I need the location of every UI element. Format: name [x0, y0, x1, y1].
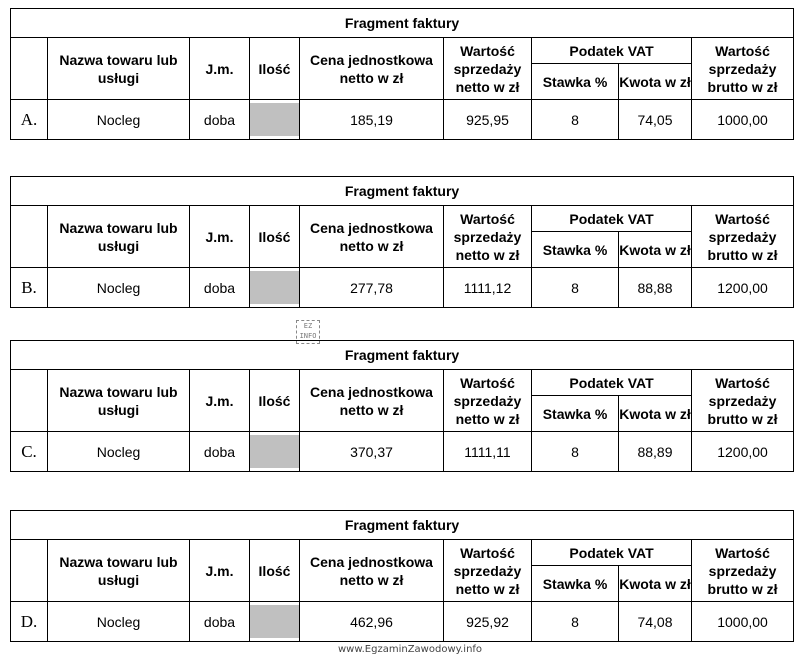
header-letter	[11, 38, 48, 100]
header-vat-group: Podatek VAT	[532, 370, 692, 396]
option-letter: C.	[11, 432, 48, 472]
header-unit: J.m.	[190, 206, 250, 268]
cell-qty	[250, 100, 300, 140]
cell-vat-rate: 8	[532, 268, 619, 308]
header-name: Nazwa towaru lub usługi	[48, 38, 190, 100]
cell-unit-price: 185,19	[300, 100, 444, 140]
cell-vat-amount: 88,88	[619, 268, 692, 308]
option-letter: A.	[11, 100, 48, 140]
header-gross-value: Wartość sprzedaży brutto w zł	[692, 38, 794, 100]
header-vat-group: Podatek VAT	[532, 540, 692, 566]
cell-name: Nocleg	[48, 100, 190, 140]
cell-vat-amount: 74,05	[619, 100, 692, 140]
table-title: Fragment faktury	[11, 341, 794, 370]
qty-placeholder	[250, 271, 299, 304]
cell-net-value: 925,95	[444, 100, 532, 140]
header-vat-rate: Stawka %	[532, 566, 619, 602]
header-qty: Ilość	[250, 370, 300, 432]
header-unit: J.m.	[190, 38, 250, 100]
header-vat-group: Podatek VAT	[532, 206, 692, 232]
option-letter: B.	[11, 268, 48, 308]
cell-unit: doba	[190, 602, 250, 642]
header-vat-amount: Kwota w zł	[619, 232, 692, 268]
header-vat-rate: Stawka %	[532, 64, 619, 100]
cell-qty	[250, 268, 300, 308]
header-unit: J.m.	[190, 370, 250, 432]
header-unit-price: Cena jednostkowa netto w zł	[300, 38, 444, 100]
table-row	[11, 602, 794, 642]
header-name: Nazwa towaru lub usługi	[48, 540, 190, 602]
cell-unit: doba	[190, 432, 250, 472]
invoice-table	[10, 510, 794, 642]
qty-placeholder	[250, 605, 299, 638]
cell-unit-price: 462,96	[300, 602, 444, 642]
table-title: Fragment faktury	[11, 511, 794, 540]
header-net-value: Wartość sprzedaży netto w zł	[444, 370, 532, 432]
header-qty: Ilość	[250, 206, 300, 268]
watermark-logo: EZ INFO	[296, 320, 320, 344]
header-vat-rate: Stawka %	[532, 396, 619, 432]
cell-gross-value: 1000,00	[692, 100, 794, 140]
header-gross-value: Wartość sprzedaży brutto w zł	[692, 370, 794, 432]
header-net-value: Wartość sprzedaży netto w zł	[444, 206, 532, 268]
footer-url: www.EgzaminZawodowy.info	[338, 644, 483, 655]
header-unit-price: Cena jednostkowa netto w zł	[300, 206, 444, 268]
option-d-block	[10, 510, 793, 642]
header-vat-amount: Kwota w zł	[619, 64, 692, 100]
cell-qty	[250, 432, 300, 472]
header-unit-price: Cena jednostkowa netto w zł	[300, 370, 444, 432]
cell-name: Nocleg	[48, 432, 190, 472]
cell-net-value: 925,92	[444, 602, 532, 642]
invoice-table	[10, 340, 794, 472]
cell-vat-rate: 8	[532, 602, 619, 642]
header-vat-group: Podatek VAT	[532, 38, 692, 64]
cell-name: Nocleg	[48, 268, 190, 308]
header-letter	[11, 540, 48, 602]
header-qty: Ilość	[250, 540, 300, 602]
cell-gross-value: 1000,00	[692, 602, 794, 642]
cell-unit-price: 277,78	[300, 268, 444, 308]
cell-net-value: 1111,12	[444, 268, 532, 308]
cell-unit-price: 370,37	[300, 432, 444, 472]
cell-vat-rate: 8	[532, 432, 619, 472]
option-a-block	[10, 8, 793, 140]
header-name: Nazwa towaru lub usługi	[48, 206, 190, 268]
cell-name: Nocleg	[48, 602, 190, 642]
cell-qty	[250, 602, 300, 642]
invoice-table	[10, 176, 794, 308]
table-title: Fragment faktury	[11, 9, 794, 38]
header-letter	[11, 370, 48, 432]
cell-gross-value: 1200,00	[692, 268, 794, 308]
cell-gross-value: 1200,00	[692, 432, 794, 472]
header-name: Nazwa towaru lub usługi	[48, 370, 190, 432]
table-title: Fragment faktury	[11, 177, 794, 206]
cell-unit: doba	[190, 268, 250, 308]
cell-vat-amount: 74,08	[619, 602, 692, 642]
option-b-block	[10, 176, 793, 308]
table-row	[11, 100, 794, 140]
header-vat-amount: Kwota w zł	[619, 396, 692, 432]
cell-vat-amount: 88,89	[619, 432, 692, 472]
qty-placeholder	[250, 435, 299, 468]
header-vat-rate: Stawka %	[532, 232, 619, 268]
invoice-table	[10, 8, 794, 140]
header-unit-price: Cena jednostkowa netto w zł	[300, 540, 444, 602]
header-letter	[11, 206, 48, 268]
cell-unit: doba	[190, 100, 250, 140]
option-letter: D.	[11, 602, 48, 642]
header-vat-amount: Kwota w zł	[619, 566, 692, 602]
qty-placeholder	[250, 103, 299, 136]
cell-vat-rate: 8	[532, 100, 619, 140]
option-c-block	[10, 340, 793, 472]
table-row	[11, 268, 794, 308]
header-gross-value: Wartość sprzedaży brutto w zł	[692, 206, 794, 268]
header-gross-value: Wartość sprzedaży brutto w zł	[692, 540, 794, 602]
header-net-value: Wartość sprzedaży netto w zł	[444, 38, 532, 100]
header-net-value: Wartość sprzedaży netto w zł	[444, 540, 532, 602]
header-qty: Ilość	[250, 38, 300, 100]
header-unit: J.m.	[190, 540, 250, 602]
cell-net-value: 1111,11	[444, 432, 532, 472]
table-row	[11, 432, 794, 472]
